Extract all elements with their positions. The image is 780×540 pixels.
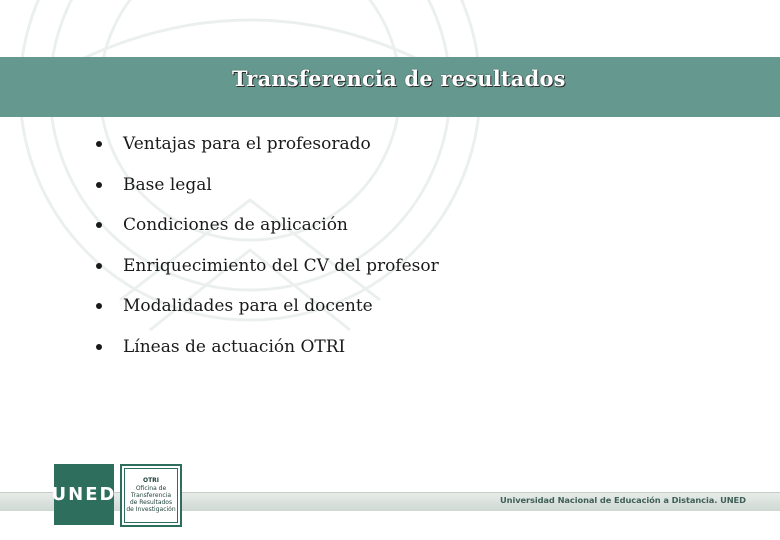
otri-logo-line: OTRI	[142, 477, 160, 485]
bullet-item	[96, 286, 439, 327]
bullet-dot-icon	[96, 222, 102, 228]
bullet-item	[96, 205, 439, 246]
slide-title: Transferencia de resultados	[232, 66, 566, 91]
bullet-dot-icon	[96, 344, 102, 350]
bullet-dot-icon	[96, 263, 102, 269]
bullet-item	[96, 246, 439, 287]
bullet-item	[96, 124, 439, 165]
bullet-text: Ventajas para el profesorado	[123, 134, 371, 155]
bullet-text: Modalidades para el docente	[123, 296, 373, 317]
bullet-list	[96, 124, 439, 367]
uned-logo-text: UNED	[51, 484, 117, 505]
otri-logo-line: de Investigación	[126, 506, 176, 514]
bullet-dot-icon	[96, 182, 102, 188]
otri-logo-line: Oficina de	[135, 484, 167, 492]
bullet-item	[96, 165, 439, 206]
bullet-text: Líneas de actuación OTRI	[123, 336, 346, 357]
university-name: Universidad Nacional de Educación a Distancia. UNED	[500, 495, 746, 505]
otri-logo-frame	[124, 468, 178, 523]
bullet-dot-icon	[96, 141, 102, 147]
bullet-text: Condiciones de aplicación	[123, 215, 348, 236]
uned-logo	[51, 464, 117, 525]
bullet-text: Base legal	[123, 174, 212, 195]
otri-logo-line: de Resultados	[129, 499, 173, 507]
otri-logo-line: Transferencia	[130, 491, 172, 499]
bullet-dot-icon	[96, 303, 102, 309]
otri-logo	[120, 464, 182, 527]
bullet-text: Enriquecimiento del CV del profesor	[123, 255, 439, 276]
bullet-item	[96, 327, 439, 368]
